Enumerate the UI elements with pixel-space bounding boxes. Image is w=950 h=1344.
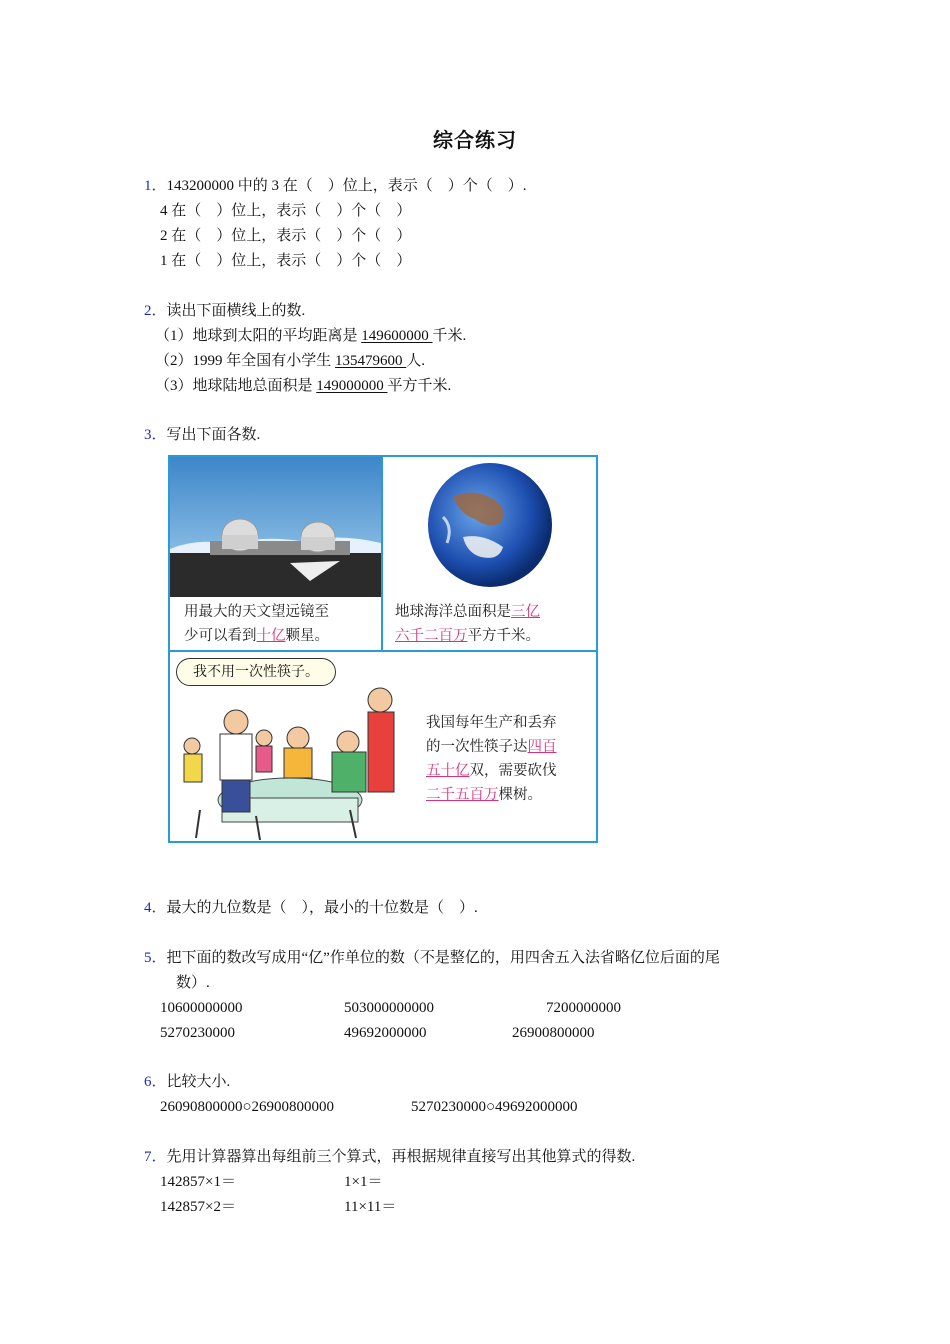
highlighted-number: 六千二百万 xyxy=(395,628,468,644)
item-text: （3）地球陆地总面积是 xyxy=(155,378,317,394)
q5-number: 503000000000 xyxy=(344,1000,434,1016)
question-number: 6． xyxy=(144,1074,167,1090)
question-2-item-2 xyxy=(155,351,425,371)
highlighted-number: 三亿 xyxy=(511,604,540,620)
question-text: 写出下面各数. xyxy=(166,427,261,443)
underlined-number: 135479600 xyxy=(335,353,407,369)
question-text: 先用计算器算出每组前三个算式，再根据规律直接写出其他算式的得数. xyxy=(166,1149,636,1165)
panel-1-line-2 xyxy=(184,625,329,647)
question-2-item-3 xyxy=(155,376,451,396)
item-text: 人. xyxy=(406,353,426,369)
caption-text: 少可以看到 xyxy=(184,628,257,644)
q5-number: 5270230000 xyxy=(160,1025,235,1041)
speech-bubble: 我不用一次性筷子。 xyxy=(176,658,336,686)
panel-3-line-2 xyxy=(426,736,557,758)
q5-number: 10600000000 xyxy=(160,1000,243,1016)
caption-text: 地球海洋总面积是 xyxy=(395,604,511,620)
caption-text: 的一次性筷子达 xyxy=(426,739,528,755)
panel-3-line-3 xyxy=(426,760,557,782)
item-text: （2）1999 年全国有小学生 xyxy=(155,353,336,369)
question-1 xyxy=(144,176,527,196)
question-5-line-2: 数）. xyxy=(176,975,210,991)
question-number: 3． xyxy=(144,427,167,443)
expression: 142857×1＝ xyxy=(160,1174,236,1190)
question-number: 5． xyxy=(144,950,167,966)
earth-illustration xyxy=(383,457,594,597)
item-text: 千米. xyxy=(432,328,467,344)
question-text: 读出下面横线上的数. xyxy=(166,303,306,319)
item-text: 平方千米. xyxy=(387,378,452,394)
panel-2-line-1 xyxy=(395,601,540,623)
highlighted-number: 五十亿 xyxy=(426,763,470,779)
caption-text: 平方千米。 xyxy=(467,628,540,644)
comparison-b: 5270230000○49692000000 xyxy=(411,1099,578,1115)
expression: 142857×2＝ xyxy=(160,1199,236,1215)
q5-number: 7200000000 xyxy=(546,1000,621,1016)
panel-2-line-2 xyxy=(395,625,540,647)
question-2-item-1 xyxy=(155,326,466,346)
q5-number: 26900800000 xyxy=(512,1025,595,1041)
question-5 xyxy=(144,948,720,968)
page-title: 综合练习 xyxy=(433,130,517,152)
question-1-line-3: 2 在（ ）位上，表示（ ）个（ ） xyxy=(160,228,412,244)
question-text: 比较大小. xyxy=(166,1074,231,1090)
question-number: 2． xyxy=(144,303,167,319)
question-text: 最大的九位数是（ ），最小的十位数是（ ）. xyxy=(166,900,478,916)
question-number: 1． xyxy=(144,178,167,194)
q5-number: 49692000000 xyxy=(344,1025,427,1041)
question-1-line-4: 1 在（ ）位上，表示（ ）个（ ） xyxy=(160,253,412,269)
item-text: （1）地球到太阳的平均距离是 xyxy=(155,328,362,344)
expression: 1×1＝ xyxy=(344,1174,383,1190)
question-1-line-2: 4 在（ ）位上，表示（ ）个（ ） xyxy=(160,203,412,219)
caption-text: 双，需要砍伐 xyxy=(469,763,557,779)
highlighted-number: 二千五百万 xyxy=(426,787,499,803)
caption-text: 棵树。 xyxy=(498,787,542,803)
question-number: 7． xyxy=(144,1149,167,1165)
question-6 xyxy=(144,1072,230,1092)
family-dinner-illustration xyxy=(172,680,412,840)
question-7 xyxy=(144,1147,635,1167)
question-number: 4． xyxy=(144,900,167,916)
highlighted-number: 十亿 xyxy=(256,628,286,644)
underlined-number: 149600000 xyxy=(361,328,433,344)
panel-1-line-1: 用最大的天文望远镜至 xyxy=(184,604,329,620)
question-4 xyxy=(144,898,478,918)
observatory-illustration xyxy=(170,457,381,597)
caption-text: 颗星。 xyxy=(285,628,329,644)
panel-3-line-1: 我国每年生产和丢弃 xyxy=(426,715,557,731)
observatory-panel xyxy=(170,457,383,652)
question-2 xyxy=(144,301,305,321)
illustration-figure xyxy=(168,455,598,843)
earth-panel xyxy=(383,457,596,652)
panel-3-line-4 xyxy=(426,784,542,806)
question-text: 143200000 中的 3 在（ ）位上，表示（ ）个（ ）. xyxy=(166,178,527,194)
chopsticks-panel xyxy=(170,652,596,841)
question-text: 把下面的数改写成用“亿”作单位的数（不是整亿的，用四舍五入法省略亿位后面的尾 xyxy=(166,950,720,966)
expression: 11×11＝ xyxy=(344,1199,397,1215)
comparison-a: 26090800000○26900800000 xyxy=(160,1099,335,1115)
question-3 xyxy=(144,425,260,445)
highlighted-number: 四百 xyxy=(527,739,557,755)
underlined-number: 149000000 xyxy=(316,378,388,394)
